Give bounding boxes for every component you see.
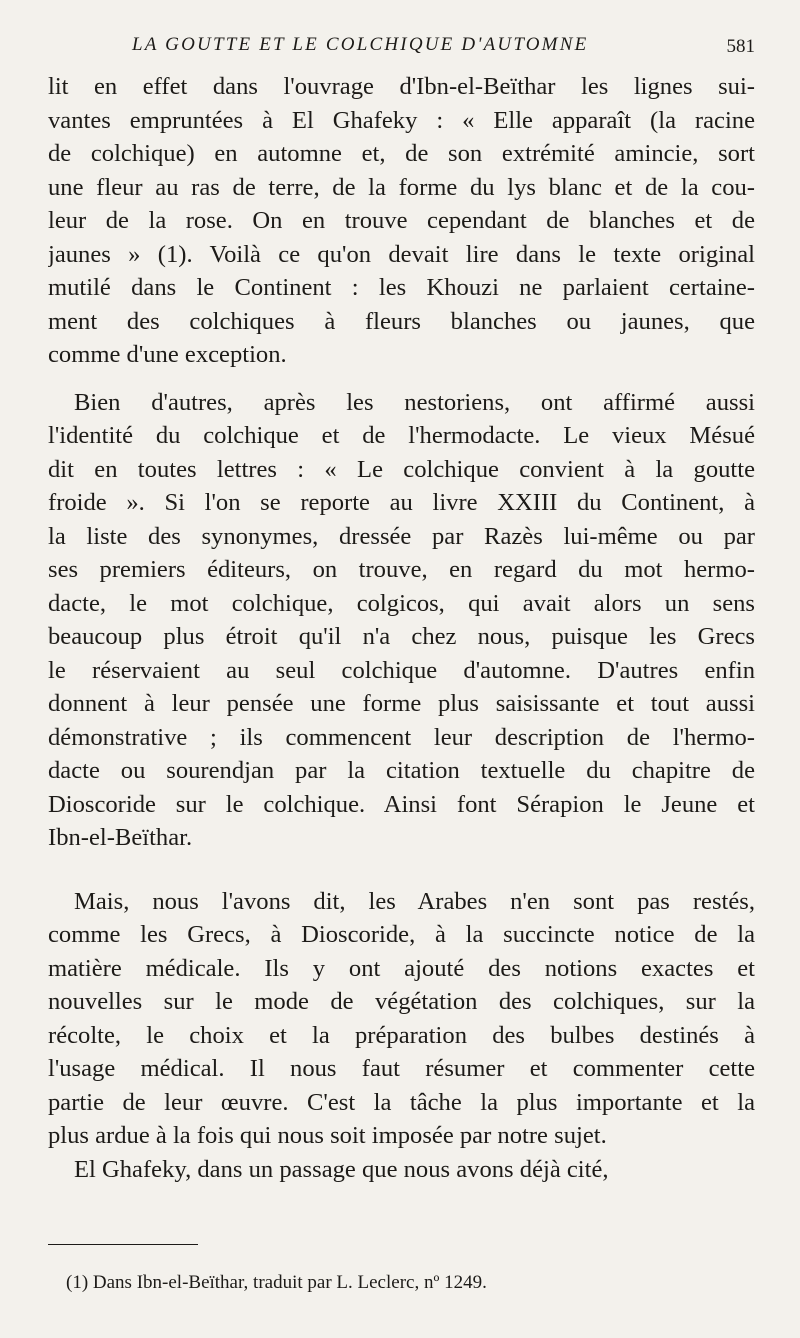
text-line: beaucoup plus étroit qu'il n'a chez nous, puisque les Grecs: [48, 623, 755, 650]
text-line: donnent à leur pensée une forme plus saisissante et tout aussi: [48, 690, 755, 717]
text-line: une fleur au ras de terre, de la forme du lys blanc et de la cou-: [48, 173, 755, 201]
paragraph: [48, 1153, 755, 1187]
text-line: récolte, le choix et la préparation des bulbes destinés à: [48, 1021, 755, 1049]
text-line: comme d'une exception.: [48, 341, 287, 368]
text-line: comme les Grecs, à Dioscoride, à la succincte notice de la: [48, 921, 755, 948]
text-line: vantes empruntées à El Ghafeky : « Elle apparaît (la racine: [48, 106, 755, 134]
text-line: Bien d'autres, après les nestoriens, ont affirmé aussi: [74, 388, 755, 416]
footnote-divider: [48, 1244, 198, 1245]
text-line: leur de la rose. On en trouve cependant de blanches et de: [48, 207, 755, 234]
paragraph-gap: [48, 372, 755, 386]
paragraph: [48, 386, 755, 855]
text-line: l'identité du colchique et de l'hermodacte. Le vieux Mésué: [48, 422, 755, 449]
paragraph: [48, 70, 755, 372]
footnote: (1) Dans Ibn-el-Beïthar, traduit par L. Leclerc, nº 1249.: [66, 1272, 487, 1293]
text-line: l'usage médical. Il nous faut résumer et commenter cette: [48, 1055, 755, 1082]
text-line: nouvelles sur le mode de végétation des colchiques, sur la: [48, 988, 755, 1015]
text-line: lit en effet dans l'ouvrage d'Ibn-el-Beïthar les lignes sui-: [48, 73, 755, 100]
text-line: ment des colchiques à fleurs blanches ou jaunes, que: [48, 307, 755, 335]
text-line: Dioscoride sur le colchique. Ainsi font Sérapion le Jeune et: [48, 790, 755, 818]
paragraph-gap: [48, 855, 755, 885]
paragraph: [48, 885, 755, 1153]
text-line: dacte, le mot colchique, colgicos, qui avait alors un sens: [48, 589, 755, 617]
page-header: [48, 32, 755, 66]
text-line: froide ». Si l'on se reporte au livre XXIII du Continent, à: [48, 489, 755, 516]
text-line: mutilé dans le Continent : les Khouzi ne parlaient certaine-: [48, 274, 755, 301]
text-line: dacte ou sourendjan par la citation textuelle du chapitre de: [48, 757, 755, 784]
text-line: de colchique) en automne et, de son extrémité amincie, sort: [48, 140, 755, 167]
text-line: partie de leur œuvre. C'est la tâche la plus importante et la: [48, 1088, 755, 1116]
text-line: jaunes » (1). Voilà ce qu'on devait lire dans le texte original: [48, 240, 755, 268]
text-line: El Ghafeky, dans un passage que nous avons déjà cité,: [74, 1155, 609, 1183]
running-title: LA GOUTTE ET LE COLCHIQUE D'AUTOMNE: [132, 34, 589, 55]
page-number: 581: [726, 36, 755, 57]
text-line: la liste des synonymes, dressée par Razès lui-même ou par: [48, 522, 755, 550]
text-line: matière médicale. Ils y ont ajouté des notions exactes et: [48, 954, 755, 982]
text-line: Ibn-el-Beïthar.: [48, 824, 193, 851]
text-line: dit en toutes lettres : « Le colchique convient à la goutte: [48, 455, 755, 483]
body-text: [48, 70, 755, 1186]
text-line: plus ardue à la fois qui nous soit imposée par notre sujet.: [48, 1122, 607, 1149]
text-line: le réservaient au seul colchique d'automne. D'autres enfin: [48, 656, 755, 684]
text-line: démonstrative ; ils commencent leur description de l'hermo-: [48, 723, 755, 751]
text-line: ses premiers éditeurs, on trouve, en regard du mot hermo-: [48, 556, 755, 583]
text-line: Mais, nous l'avons dit, les Arabes n'en sont pas restés,: [74, 887, 755, 915]
